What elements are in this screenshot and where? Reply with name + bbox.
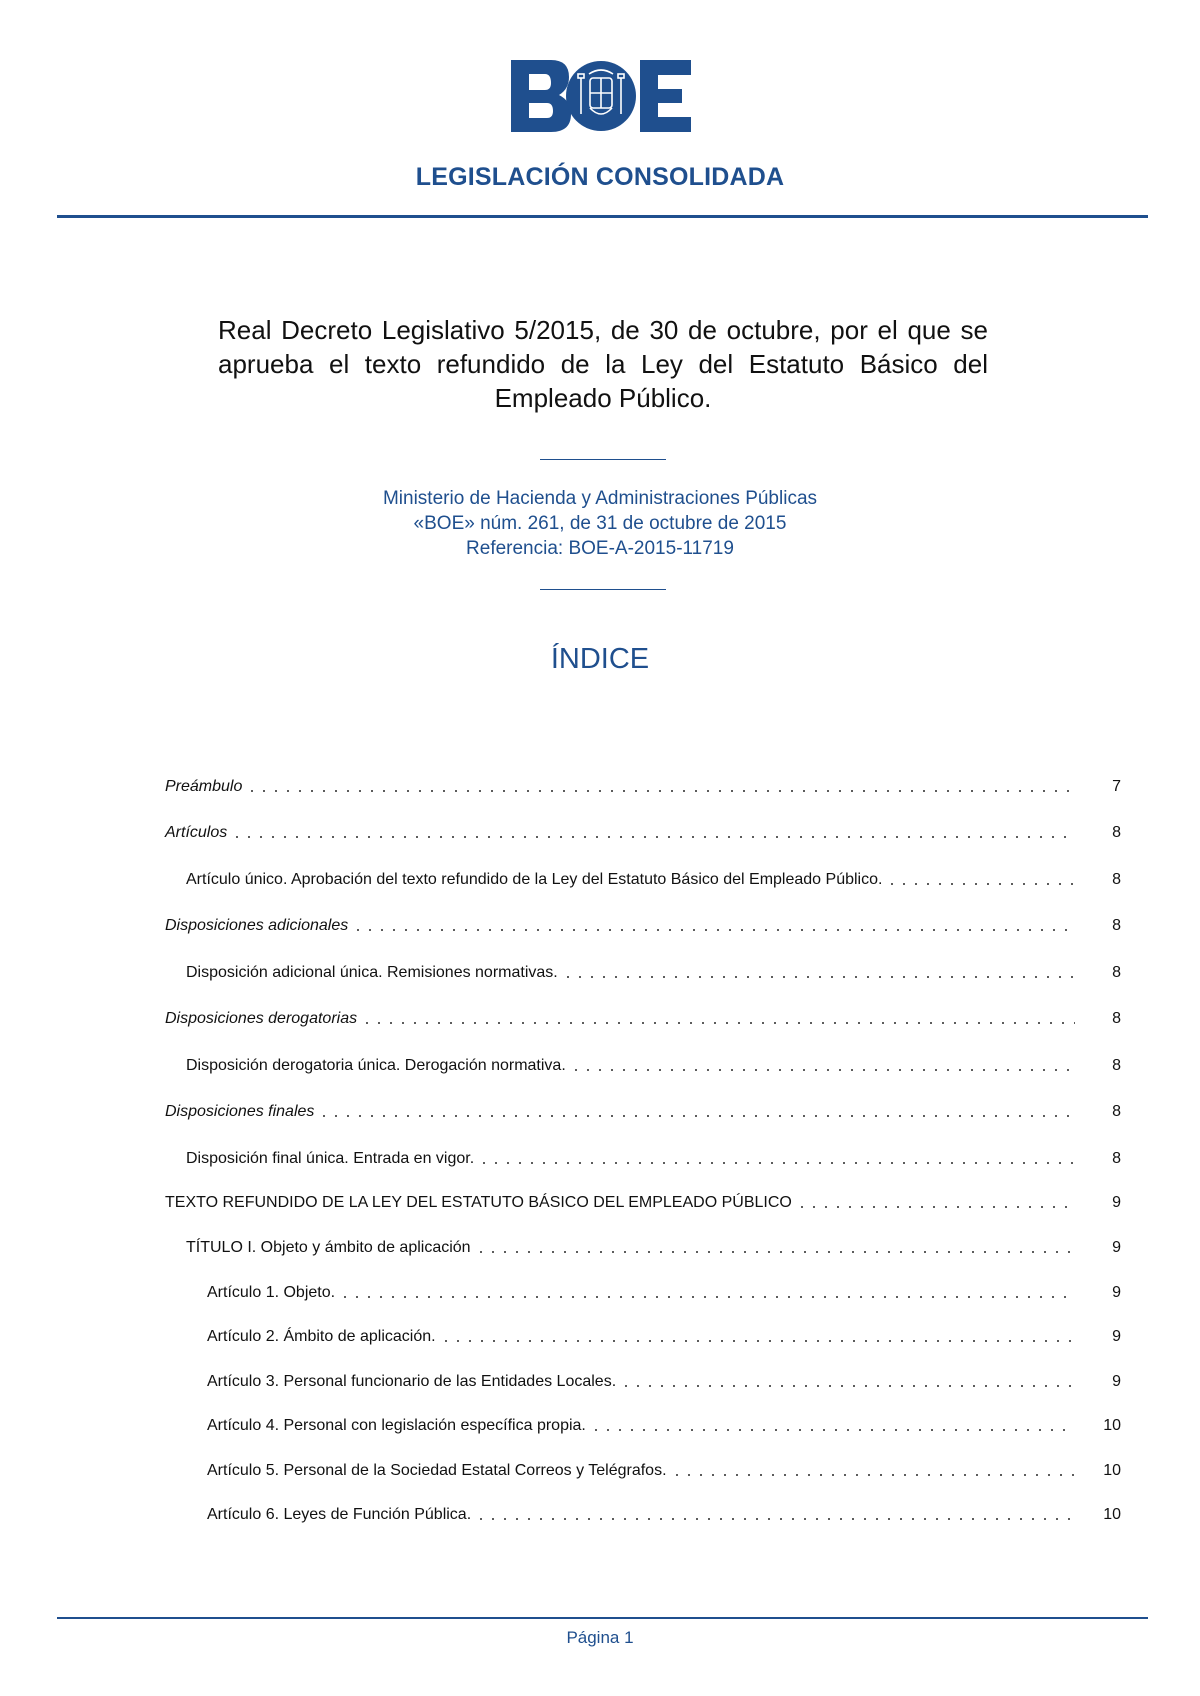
toc-entry[interactable]: [165, 1004, 1121, 1028]
toc-entry[interactable]: [165, 818, 1121, 842]
toc-dot-leader: [318, 1115, 1075, 1117]
toc-dot-leader: [475, 1518, 1075, 1520]
toc-entry-label: Preámbulo: [165, 778, 243, 795]
toc-entry[interactable]: [186, 1233, 1121, 1257]
toc-entry-label: Artículo 3. Personal funcionario de las Entidades Locales.: [207, 1373, 617, 1390]
toc-entry-page: 8: [1112, 917, 1121, 934]
toc-entry[interactable]: [207, 1367, 1121, 1391]
toc-dot-leader: [886, 883, 1075, 885]
toc-dot-leader: [570, 1069, 1075, 1071]
toc-entry[interactable]: [207, 1500, 1121, 1524]
toc-dot-leader: [361, 1022, 1075, 1024]
toc-entry-page: 10: [1103, 1462, 1121, 1479]
toc-dot-leader: [440, 1340, 1075, 1342]
index-heading: ÍNDICE: [550, 643, 650, 675]
toc-entry-label: Disposición adicional única. Remisiones normativas.: [186, 964, 558, 981]
toc-entry-page: 9: [1112, 1328, 1121, 1345]
ministry: Ministerio de Hacienda y Administraciones Públicas: [382, 488, 818, 509]
toc-entry-label: Artículos: [165, 824, 228, 841]
toc-dot-leader: [590, 1429, 1075, 1431]
toc-dot-leader: [620, 1385, 1075, 1387]
toc-dot-leader: [796, 1206, 1075, 1208]
toc-entry-label: Artículo 6. Leyes de Función Pública.: [207, 1506, 472, 1523]
reference: Referencia: BOE-A-2015-11719: [466, 538, 734, 559]
toc-dot-leader: [339, 1296, 1075, 1298]
toc-entry[interactable]: [165, 1097, 1121, 1121]
toc-entry-label: Artículo 4. Personal con legislación específica propia.: [207, 1417, 586, 1434]
toc-entry[interactable]: [165, 911, 1121, 935]
boe-logo: [511, 58, 691, 134]
page-number: Página 1: [566, 1628, 634, 1647]
toc-entry-label: Artículo único. Aprobación del texto refundido de la Ley del Estatuto Básico del Empleado Público.: [186, 871, 883, 888]
toc-dot-leader: [562, 976, 1075, 978]
toc-entry-page: 9: [1112, 1284, 1121, 1301]
toc-entry-page: 8: [1112, 824, 1121, 841]
toc-entry[interactable]: [186, 1144, 1121, 1168]
toc-dot-leader: [246, 790, 1075, 792]
toc-entry-page: 8: [1112, 964, 1121, 981]
metadata-divider: [540, 589, 666, 590]
toc-dot-leader: [475, 1251, 1075, 1253]
toc-entry-label: Artículo 1. Objeto.: [207, 1284, 336, 1301]
toc-dot-leader: [478, 1162, 1075, 1164]
toc-entry-label: TÍTULO I. Objeto y ámbito de aplicación: [186, 1239, 471, 1256]
toc-entry-label: Artículo 5. Personal de la Sociedad Estatal Correos y Telégrafos.: [207, 1462, 667, 1479]
toc-entry[interactable]: [186, 1051, 1121, 1075]
title-divider: [540, 459, 666, 460]
toc-entry[interactable]: [186, 865, 1121, 889]
toc-entry-page: 8: [1112, 1103, 1121, 1120]
document-metadata: [0, 486, 1200, 561]
toc-entry[interactable]: [207, 1278, 1121, 1302]
toc-entry[interactable]: [186, 958, 1121, 982]
toc-entry[interactable]: [207, 1322, 1121, 1346]
toc-entry-page: 10: [1103, 1506, 1121, 1523]
toc-entry-label: Disposiciones finales: [165, 1103, 315, 1120]
toc-entry[interactable]: [207, 1456, 1121, 1480]
section-title: LEGISLACIÓN CONSOLIDADA: [415, 163, 785, 191]
toc-entry-page: 8: [1112, 871, 1121, 888]
toc-entry[interactable]: [207, 1411, 1121, 1435]
header-divider: [57, 215, 1148, 218]
toc-entry[interactable]: [165, 1188, 1121, 1212]
toc-entry-label: Disposiciones derogatorias: [165, 1010, 358, 1027]
toc-entry-page: 8: [1112, 1010, 1121, 1027]
boe-issue: «BOE» núm. 261, de 31 de octubre de 2015: [413, 513, 787, 534]
toc-entry-label: TEXTO REFUNDIDO DE LA LEY DEL ESTATUTO BÁSICO DEL EMPLEADO PÚBLICO: [165, 1194, 792, 1211]
toc-entry-page: 8: [1112, 1150, 1121, 1167]
footer-divider: [57, 1617, 1148, 1619]
toc-entry[interactable]: [165, 772, 1121, 796]
toc-entry-label: Disposición derogatoria única. Derogación normativa.: [186, 1057, 566, 1074]
toc-entry-label: Disposición final única. Entrada en vigor.: [186, 1150, 475, 1167]
toc-entry-page: 9: [1112, 1194, 1121, 1211]
toc-entry-page: 8: [1112, 1057, 1121, 1074]
toc-entry-page: 7: [1112, 778, 1121, 795]
document-title: Real Decreto Legislativo 5/2015, de 30 de octubre, por el que se aprueba el texto refundido de la Ley del Estatuto Básico del Empleado Público.: [218, 315, 988, 413]
toc-entry-page: 9: [1112, 1373, 1121, 1390]
toc-entry-page: 9: [1112, 1239, 1121, 1256]
toc-dot-leader: [231, 836, 1075, 838]
toc-entry-label: Artículo 2. Ámbito de aplicación.: [207, 1328, 436, 1345]
toc-dot-leader: [352, 929, 1075, 931]
toc-dot-leader: [671, 1474, 1075, 1476]
toc-entry-page: 10: [1103, 1417, 1121, 1434]
toc-entry-label: Disposiciones adicionales: [165, 917, 349, 934]
